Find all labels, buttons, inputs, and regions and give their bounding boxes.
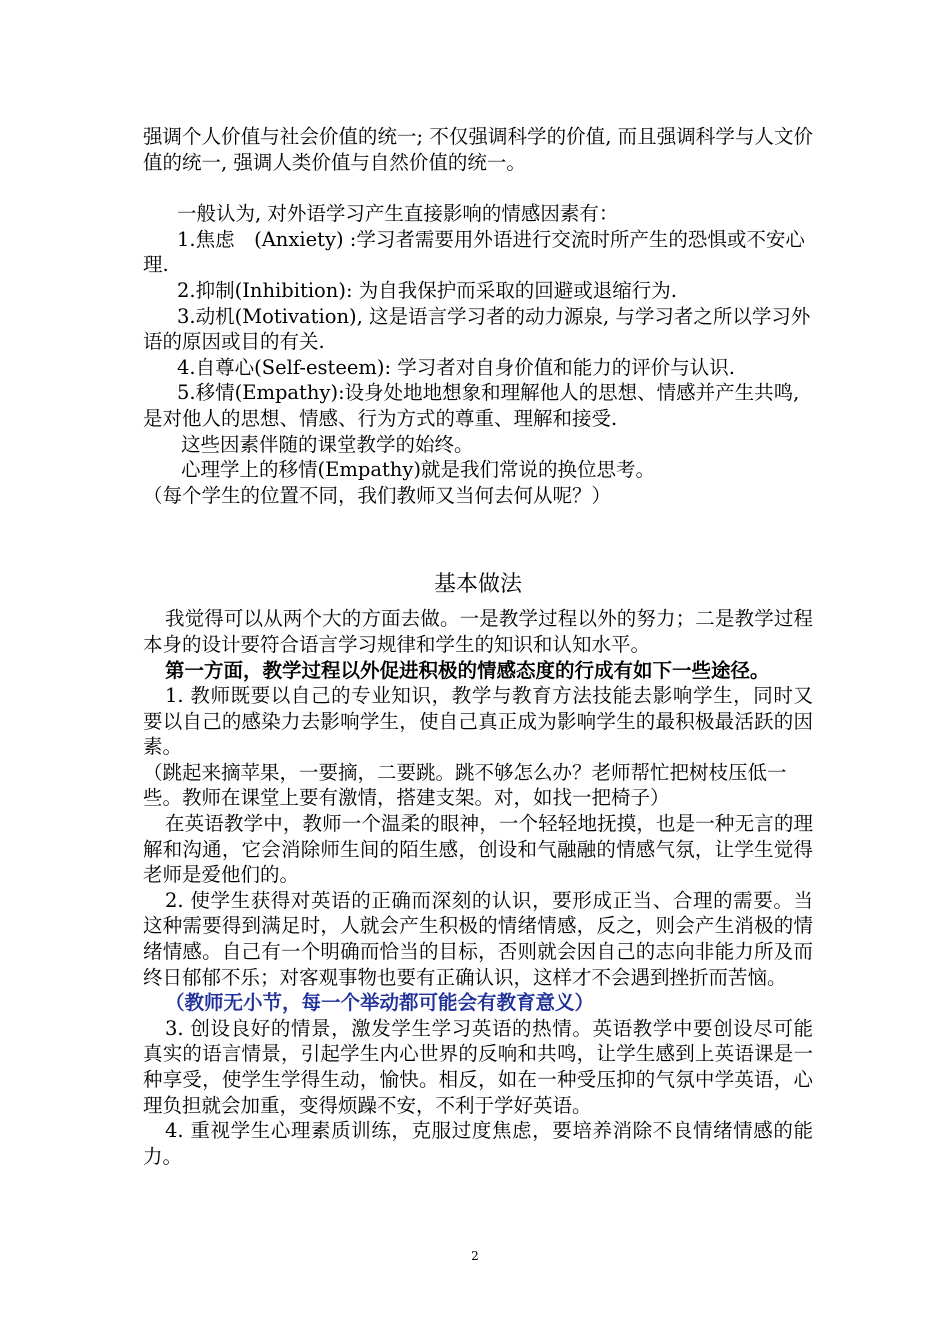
paragraph-two-aspects: 我觉得可以从两个大的方面去做。一是教学过程以外的努力；二是教学过程本身的设计要符合语言学习规律和学生的知识和认知水平。 xyxy=(143,607,813,656)
paragraph-factors-throughout: 这些因素伴随的课堂教学的始终。 xyxy=(181,432,474,456)
paragraph-empathy-definition: 心理学上的移情(Empathy)就是我们常说的换位思考。 xyxy=(181,458,655,482)
list-item-inhibition: 2.抑制(Inhibition): 为自我保护而采取的回避或退缩行为. xyxy=(177,278,677,302)
list-item-anxiety: 1.焦虑 (Anxiety) :学习者需要用外语进行交流时所产生的恐惧或不安心理. xyxy=(143,227,805,277)
list-item-self-esteem: 4.自尊心(Self-esteem): 学习者对自身价值和能力的评价与认识. xyxy=(177,355,735,379)
paragraph-teacher-question: （每个学生的位置不同，我们教师又当何去何从呢？） xyxy=(143,483,612,507)
paragraph-teacher-no-trifles: （教师无小节，每一个举动都可能会有教育意义） xyxy=(165,991,595,1015)
list-item-teacher-influence: 1. 教师既要以自己的专业知识，教学与教育方法技能去影响学生，同时又要以自己的感染力去影响学生，使自己真正成为影响学生的最积极最活跃的因素。 xyxy=(143,684,813,759)
list-item-good-scenario: 3. 创设良好的情景，激发学生学习英语的热情。英语教学中要创设尽可能真实的语言情景，引起学生内心世界的反响和共鸣，让学生感到上英语课是一种享受，使学生学得生动，愉快。相反，如在一种受压抑的气氛中学英语，心理负担就会加重，变得烦躁不安，不利于学好英语。 xyxy=(143,1016,813,1117)
paragraph-affective-factors-intro: 一般认为, 对外语学习产生直接影响的情感因素有： xyxy=(177,202,619,226)
paragraph-apple-analogy: （跳起来摘苹果，一要摘，二要跳。跳不够怎么办？老师帮忙把树枝压低一些。教师在课堂上要有激情，搭建支架。对，如找一把椅子） xyxy=(143,760,787,810)
list-item-empathy: 5.移情(Empathy):设身处地地想象和理解他人的思想、情感并产生共鸣, 是对他人的思想、情感、行为方式的尊重、理解和接受. xyxy=(143,381,800,430)
paragraph-gentle-gaze: 在英语教学中，教师一个温柔的眼神，一个轻轻地抚摸，也是一种无言的理解和沟通，它会消除师生间的陌生感，创设和气融融的情感气氛，让学生觉得老师是爱他们的。 xyxy=(143,812,813,887)
list-item-psychological-training: 4. 重视学生心理素质训练，克服过度焦虑，要培养消除不良情绪情感的能力。 xyxy=(143,1119,813,1168)
paragraph-values-unity: 强调个人价值与社会价值的统一; 不仅强调科学的价值, 而且强调科学与人文价值的统一, 强调人类价值与自然价值的统一。 xyxy=(143,125,813,174)
paragraph-first-aspect-bold: 第一方面，教学过程以外促进积极的情感态度的行成有如下一些途径。 xyxy=(165,658,770,682)
page-number: 2 xyxy=(471,1249,479,1263)
document-body xyxy=(143,124,813,1169)
section-heading: 基本做法 xyxy=(433,572,522,598)
list-item-correct-understanding: 2. 使学生获得对英语的正确而深刻的认识，要形成正当、合理的需要。当这种需要得到满足时，人就会产生积极的情绪情感，反之，则会产生消极的情绪情感。自己有一个明确而恰当的目标，否则就会因自己的志向非能力所及而终日郁郁不乐；对客观事物也要有正确认识，这样才不会遇到挫折而苦恼。 xyxy=(143,888,813,989)
list-item-motivation: 3.动机(Motivation), 这是语言学习者的动力源泉, 与学习者之所以学习外语的原因或目的有关. xyxy=(143,304,811,354)
